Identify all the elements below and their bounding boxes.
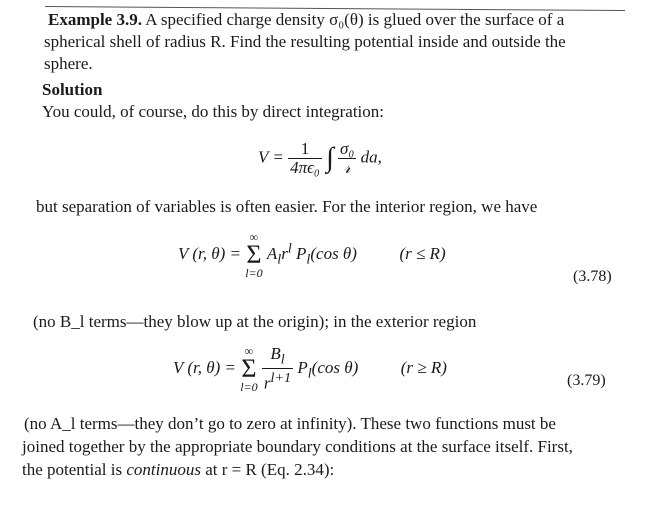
eq378-A: A — [266, 243, 278, 263]
eq378-sum-bottom: l=0 — [245, 266, 263, 280]
solution-line-3: (no B_l terms—they blow up at the origin); in the exterior region — [33, 312, 477, 331]
eq379-P: P — [297, 357, 308, 377]
eq379-P-sub: l — [307, 365, 312, 382]
eq1-fraction-1 — [288, 140, 322, 177]
solution-line-2: but separation of variables is often easier. For the interior region, we have — [36, 197, 538, 216]
eq379-fraction — [262, 345, 293, 393]
example-line-3: sphere. — [44, 54, 93, 73]
eq379-sum-bottom: l=0 — [240, 380, 258, 394]
line6-a: the potential is — [22, 460, 127, 479]
eq378-P: P — [296, 243, 307, 263]
example-line-2: spherical shell of radius R. Find the resulting potential inside and outside the — [44, 32, 566, 51]
equation-direct-integration — [258, 140, 382, 177]
eq378-body — [266, 240, 357, 268]
eq379-denominator — [262, 369, 293, 393]
eq1-tail: da, — [360, 147, 382, 167]
equation-number-3-78: (3.78) — [573, 268, 612, 285]
integral-sign: ∫ — [326, 142, 334, 174]
eq379-B-sub: l — [280, 351, 285, 368]
solution-line-1: You could, of course, do this by direct integration: — [42, 102, 385, 121]
eq378-P-sub: l — [306, 251, 311, 268]
line6-b: at r = R (Eq. 2.34): — [200, 460, 335, 479]
line6-emphasis: continuous — [126, 460, 201, 479]
example-line-1 — [48, 10, 564, 30]
eq1-frac1-den: 4πϵ₀ — [290, 158, 320, 177]
solution-heading: Solution — [42, 80, 103, 99]
eq379-arg: (cos θ) — [311, 357, 359, 377]
eq379-sum-top: ∞ — [244, 344, 254, 358]
example-label: Example 3.9. — [48, 10, 142, 29]
eq378-condition: (r ≤ R) — [399, 243, 446, 263]
eq379-lhs: V (r, θ) = — [173, 357, 236, 377]
equation-3-78 — [178, 230, 446, 280]
eq1-fraction-2 — [338, 140, 356, 177]
eq378-sum-sign: Σ — [246, 240, 262, 269]
solution-line-6 — [22, 460, 334, 480]
eq378-A-sub: l — [277, 251, 282, 268]
eq1-frac2-den: 𝓇 — [343, 158, 351, 177]
eq379-r-sup: l+1 — [270, 370, 292, 387]
eq379-numerator — [262, 345, 293, 369]
eq378-r: r — [281, 243, 288, 263]
solution-line-4: (no A_l terms—they don’t go to zero at infinity). These two functions must be — [24, 414, 556, 433]
eq379-B: B — [270, 343, 281, 363]
solution-line-5: joined together by the appropriate boundary conditions at the surface itself. First, — [22, 437, 573, 456]
eq379-sum-sign: Σ — [241, 354, 257, 383]
eq379-summation — [240, 344, 257, 394]
eq378-summation — [245, 230, 262, 280]
eq379-condition: (r ≥ R) — [400, 357, 447, 377]
eq378-r-sup: l — [287, 240, 292, 257]
eq1-lhs: V = — [258, 147, 284, 167]
eq1-frac2-num: σ₀ — [340, 139, 355, 158]
eq378-lhs: V (r, θ) = — [178, 243, 241, 263]
equation-number-3-79: (3.79) — [567, 372, 606, 389]
example-text-1: A specified charge density σ₀(θ) is glued over the surface of a — [145, 10, 565, 29]
eq378-sum-top: ∞ — [249, 230, 259, 244]
eq379-tail — [297, 357, 359, 382]
eq1-frac1-num: 1 — [288, 140, 322, 159]
eq379-r: r — [263, 374, 271, 394]
eq378-arg: (cos θ) — [310, 243, 357, 263]
equation-3-79 — [173, 344, 447, 394]
